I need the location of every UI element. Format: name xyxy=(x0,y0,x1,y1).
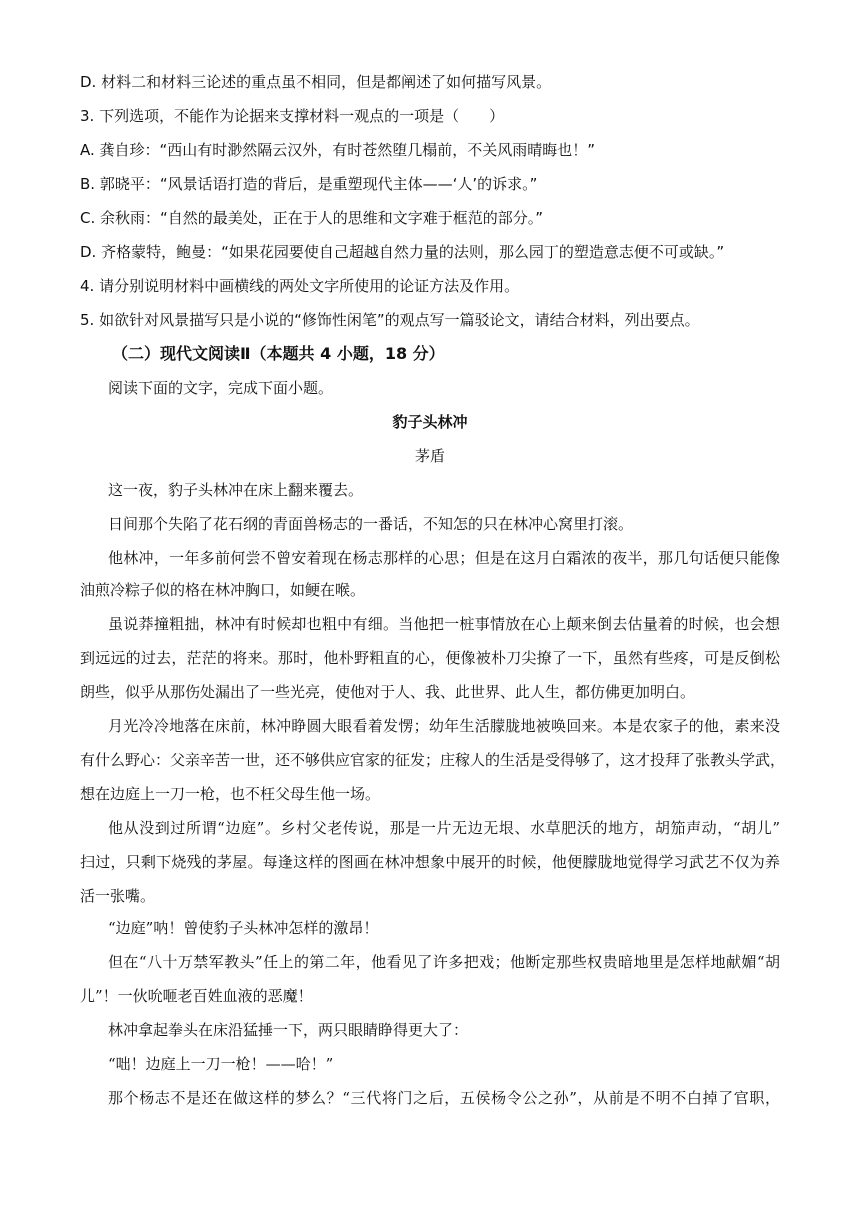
article-line: 儿”！一伙吮咂老百姓血液的恶魔！ xyxy=(80,987,313,1005)
article-line: 他从没到过所谓“边庭”。乡村父老传说，那是一片无边无垠、水草肥沃的地方，胡笳声动，“胡儿” xyxy=(108,819,780,837)
article-line: 他林冲，一年多前何尝不曾安着现在杨志那样的心思；但是在这月白霜浓的夜半，那几句话便只能像 xyxy=(108,549,780,567)
article-title: 豹子头林冲 xyxy=(392,413,468,431)
q3-option-b: B. 郭晓平：“风景话语打造的背后，是重塑现代主体——‘人’的诉求。” xyxy=(80,175,538,193)
article-line: 日间那个失陷了花石纲的青面兽杨志的一番话，不知怎的只在林冲心窝里打滚。 xyxy=(108,515,634,533)
article-line: 但在“八十万禁军教头”任上的第二年，他看见了许多把戏；他断定那些权贵暗地里是怎样地献媚“胡 xyxy=(108,953,780,971)
article-line: 朗些，似乎从那伤处漏出了一些光亮，使他对于人、我、此世界、此人生，都仿佛更加明白。 xyxy=(80,683,696,701)
section-heading: （二）现代文阅读Ⅱ（本题共 4 小题，18 分） xyxy=(112,344,445,363)
q4-stem: 4. 请分别说明材料中画横线的两处文字所使用的论证方法及作用。 xyxy=(80,277,520,295)
article-line: 到远远的过去，茫茫的将来。那时，他朴野粗直的心，便像被朴刀尖撩了一下，虽然有些疼，可是反倒松 xyxy=(80,649,780,667)
q3-option-a: A. 龚自珍：“西山有时渺然隔云汉外，有时苍然堕几榻前，不关风雨晴晦也！” xyxy=(80,141,596,159)
article-line: “边庭”呐！曾使豹子头林冲怎样的激昂！ xyxy=(108,919,379,937)
q2-option-d: D. 材料二和材料三论述的重点虽不相同，但是都阐述了如何描写风景。 xyxy=(80,73,552,91)
section-instruction: 阅读下面的文字，完成下面小题。 xyxy=(108,379,334,397)
article-line: 想在边庭上一刀一枪，也不枉父母生他一场。 xyxy=(80,785,381,803)
article-line: “咄！边庭上一刀一枪！——哈！” xyxy=(108,1055,334,1073)
article-line: 活一张嘴。 xyxy=(80,887,156,905)
article-line: 这一夜，豹子头林冲在床上翻来覆去。 xyxy=(108,481,364,499)
article-line: 月光冷冷地落在床前，林冲睁圆大眼看着发愣；幼年生活朦胧地被唤回来。本是农家子的他，素来没 xyxy=(108,717,780,735)
article-line: 油煎冷粽子似的格在林冲胸口，如鲠在喉。 xyxy=(80,581,366,599)
q3-option-c: C. 余秋雨：“自然的最美处，正在于人的思维和文字难于框范的部分。” xyxy=(80,209,544,227)
article-line: 那个杨志不是还在做这样的梦么？“三代将门之后，五侯杨令公之孙”，从前是不明不白掉了官职， xyxy=(108,1089,780,1107)
q5-stem: 5. 如欲针对风景描写只是小说的“修饰性闲笔”的观点写一篇驳论文，请结合材料，列出要点。 xyxy=(80,311,700,329)
article-line: 扫过，只剩下烧残的茅屋。每逢这样的图画在林冲想象中展开的时候，他便朦胧地觉得学习武艺不仅为养 xyxy=(80,853,780,871)
q3-option-d: D. 齐格蒙特，鲍曼：“如果花园要使自己超越自然力量的法则，那么园丁的塑造意志便不可或缺。” xyxy=(80,243,725,261)
article-line: 有什么野心：父亲辛苦一世，还不够供应官家的征发；庄稼人的生活是受得够了，这才投拜了张教头学武， xyxy=(80,751,786,769)
article-line: 虽说莽撞粗拙，林冲有时候却也粗中有细。当他把一桩事情放在心上颠来倒去估量着的时候，也会想 xyxy=(108,615,780,633)
q3-stem: 3. 下列选项，不能作为论据来支撑材料一观点的一项是（ ） xyxy=(80,107,505,125)
article-author: 茅盾 xyxy=(414,447,445,465)
article-line: 林冲拿起拳头在床沿猛捶一下，两只眼睛睁得更大了： xyxy=(108,1021,469,1039)
